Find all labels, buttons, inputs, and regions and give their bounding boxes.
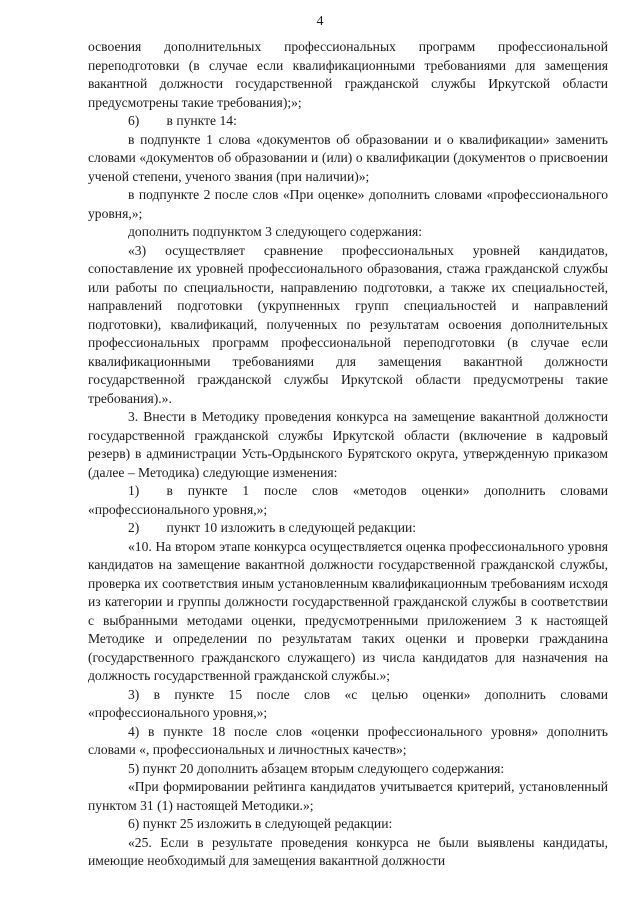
paragraph-change-5: 5) пункт 20 дополнить абзацем вторым следующего содержания: bbox=[128, 760, 505, 776]
paragraph-change-3: 3) в пункте 15 после слов «с целью оценки» дополнить словами «профессионального уровня,»; bbox=[88, 686, 608, 720]
paragraph-item-6: 6) в пункте 14: bbox=[128, 113, 237, 128]
paragraph-subitem-3-content: «3) осуществляет сравнение профессиональных уровней кандидатов, сопоставление их уровней профессионального образования, стажа гражданской службы или работы по специальности, направлению подготовки, а также их специальностей, направлений подготовки (укрупненных групп специальностей и направлений подготовки), квалификаций, полученных по результатам освоения дополнительных профессиональных программ профессиональной переподготовки (в случае если квалификационными требованиями для замещения вакантной должности государственной гражданской службы Иркутской области предусмотрены такие требования).». bbox=[88, 242, 608, 406]
paragraph-section-3: 3. Внести в Методику проведения конкурса на замещение вакантной должности государственной гражданской службы Иркутской области (включение в кадровый резерв) в администрации Усть-Ордынского Бурятского округа, утвержденную приказом (далее – Методика) следующие изменения: bbox=[88, 409, 608, 480]
paragraph-subitem-2: в подпункте 2 после слов «При оценке» дополнить словами «профессионального уровня,»; bbox=[88, 187, 608, 221]
paragraph-change-4: 4) в пункте 18 после слов «оценки профессионального уровня» дополнить словами «, профессиональных и личностных качеств»; bbox=[88, 723, 608, 757]
paragraph-item-25-content: «25. Если в результате проведения конкурса не были выявлены кандидаты, имеющие необходимый для замещения вакантной должности bbox=[88, 834, 608, 868]
paragraph-change-2: 2) пункт 10 изложить в следующей редакции: bbox=[128, 520, 417, 535]
paragraph-add-subitem-3: дополнить подпунктом 3 следующего содержания: bbox=[128, 224, 423, 239]
page-number: 4 bbox=[316, 14, 324, 29]
paragraph-item-10-content: «10. На втором этапе конкурса осуществляется оценка профессионального уровня кандидатов на замещение вакантной должности государственной гражданской службы, проверка их соответствия иным установленным квалификационным требованиям исходя из категории и группы должности государственной гражданской службы в соответствии с выбранными методами оценки, предусмотренными приложением 3 к настоящей Методике и определении по результатам таких оценки и проверки гражданина (государственного гражданского служащего) из числа кандидатов для назначения на должность государственной гражданской службы.»; bbox=[88, 538, 608, 683]
paragraph-change-1: 1) в пункте 1 после слов «методов оценки» дополнить словами «профессионального уровня,»; bbox=[88, 483, 608, 517]
paragraph-item-20-content: «При формировании рейтинга кандидатов учитывается критерий, установленный пунктом 31 (1) настоящей Методики.»; bbox=[88, 779, 608, 813]
paragraph-change-6: 6) пункт 25 изложить в следующей редакции: bbox=[128, 816, 393, 831]
paragraph-subitem-1: в подпункте 1 слова «документов об образовании и о квалификации» заменить словами «документов об образовании и (или) о квалификации (документов о присвоении ученой степени, ученого звания (при наличии)»; bbox=[88, 131, 608, 184]
document-body bbox=[88, 38, 608, 871]
paragraph-continuation: освоения дополнительных профессиональных программ профессиональной переподготовки (в случае если квалификационными требованиями для замещения вакантной должности государственной гражданской службы Иркутской области предусмотрены такие требования);»; bbox=[88, 39, 608, 110]
